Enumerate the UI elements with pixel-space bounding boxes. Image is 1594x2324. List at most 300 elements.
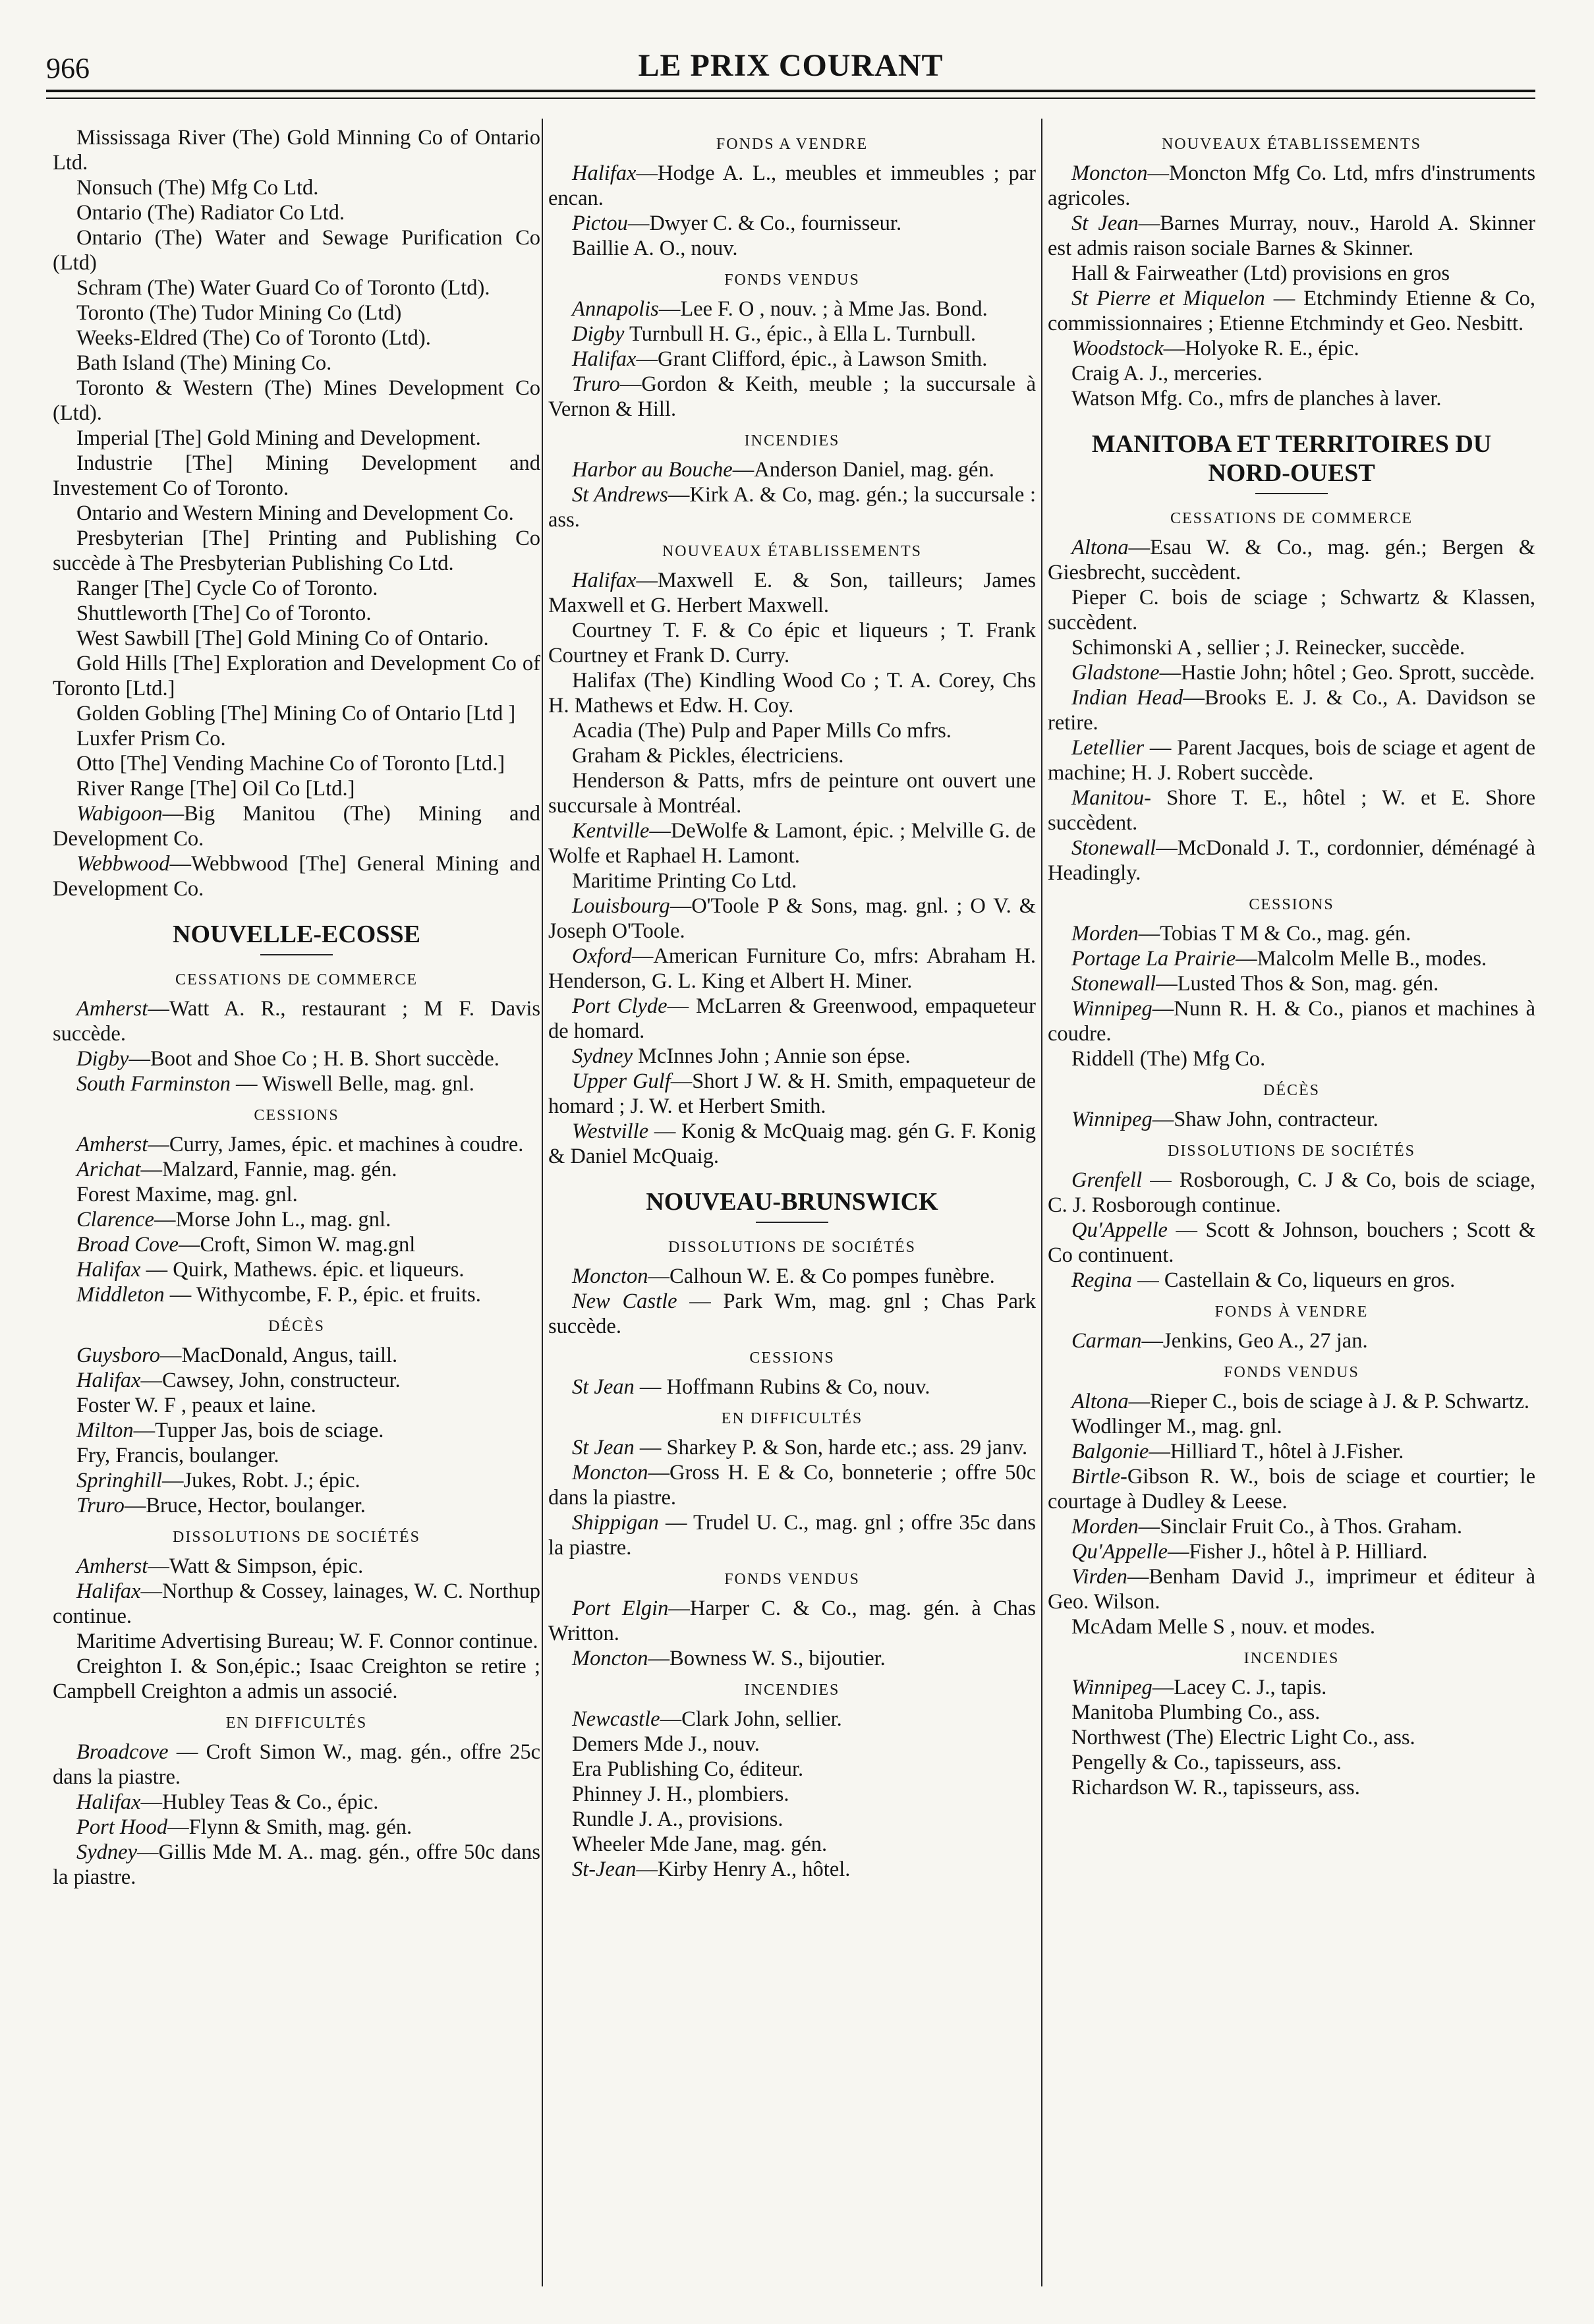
entry-text: —Cawsey, John, constructeur.: [140, 1369, 401, 1392]
entry-place: Clarence: [76, 1208, 154, 1232]
column-divider: [542, 119, 543, 2286]
entry: [1048, 1168, 1535, 1218]
entry-text: —Curry, James, épic. et machines à coudre.: [148, 1133, 524, 1156]
entry-text: —Malzard, Fannie, mag. gén.: [140, 1158, 397, 1181]
entry-text: —DeWolfe & Lamont, épic. ; Melville G. de Wolfe et Raphael H. Lamont.: [548, 819, 1036, 868]
entry-place: Halifax: [76, 1579, 141, 1603]
entry-place: Stonewall: [1071, 972, 1156, 996]
entry: [53, 1232, 540, 1257]
entry: [548, 1510, 1036, 1560]
entry: [53, 1815, 540, 1840]
entry-place: Amherst: [76, 1554, 148, 1578]
entry: Imperial [The] Gold Mining and Development.: [76, 426, 481, 450]
entry: [548, 1264, 1036, 1289]
entry-place: Moncton: [572, 1647, 648, 1670]
entry: [1048, 785, 1535, 836]
entry-text: —Gross H. E & Co, bonneterie ; offre 50c dans la piastre.: [548, 1461, 1036, 1510]
section-heading: FONDS À VENDRE: [1214, 1303, 1369, 1320]
entry: [1048, 660, 1535, 685]
entry: [53, 1207, 540, 1232]
entry-text: —Moncton Mfg Co. Ltd, mfrs d'instruments agricoles.: [1048, 161, 1535, 210]
entry-place: Moncton: [572, 1264, 648, 1288]
entry: [1048, 1389, 1535, 1414]
section-heading: FONDS A VENDRE: [716, 136, 868, 153]
entry: [1048, 971, 1535, 996]
entry: Pieper C. bois de sciage ; Schwartz & Klassen, succèdent.: [1048, 586, 1535, 635]
entry-place: Virden: [1071, 1565, 1127, 1589]
entry-place: St-Jean: [572, 1857, 637, 1881]
entry: [53, 1468, 540, 1493]
entry-place: Winnipeg: [1071, 1108, 1153, 1131]
column-2: [548, 125, 1036, 2293]
entry-place: Stonewall: [1071, 836, 1156, 860]
entry-text: — Park Wm, mag. gnl ; Chas Park succède.: [548, 1290, 1036, 1338]
entry: [53, 851, 540, 901]
entry-text: —Shaw John, contracteur.: [1152, 1108, 1379, 1131]
entry: [548, 322, 1036, 347]
entry-text: —Kirk A. & Co, mag. gén.; la succursale : ass.: [548, 483, 1036, 532]
entry-place: Halifax: [76, 1790, 141, 1814]
entry: [1048, 535, 1535, 585]
entry-place: St Andrews: [572, 483, 668, 507]
entry-place: Altona: [1071, 536, 1129, 559]
section-heading: INCENDIES: [744, 1682, 840, 1699]
entry: [1048, 1439, 1535, 1464]
entry: Maritime Printing Co Ltd.: [572, 869, 797, 893]
entry-text: —Lee F. O , nouv. ; à Mme Jas. Bond.: [658, 297, 988, 321]
entry: [548, 944, 1036, 994]
entry-place: Louisbourg: [572, 894, 670, 918]
entry-text: —Barnes Murray, nouv., Harold A. Skinner est admis raison sociale Barnes & Skinner.: [1048, 212, 1535, 260]
entry: [53, 1071, 540, 1096]
entry-place: Amherst: [76, 997, 148, 1021]
entry-text: — Withycombe, F. P., épic. et fruits.: [164, 1283, 481, 1307]
entry-text: —Rieper C., bois de sciage à J. & P. Schwartz.: [1128, 1390, 1530, 1413]
entry-place: Qu'Appelle: [1071, 1218, 1168, 1242]
section-heading: DISSOLUTIONS DE SOCIÉTÉS: [668, 1239, 916, 1256]
entry-place: South Farminston: [76, 1072, 231, 1096]
entry: [1048, 1328, 1535, 1353]
entry: [548, 211, 1036, 236]
entry-place: Broadcove: [76, 1740, 169, 1764]
entry: Ranger [The] Cycle Co of Toronto.: [76, 577, 378, 600]
entry: Phinney J. H., plombiers.: [572, 1782, 789, 1806]
entry-place: Oxford: [572, 944, 632, 968]
entry: [53, 1157, 540, 1182]
entry: [1048, 946, 1535, 971]
entry: [53, 1840, 540, 1890]
entry-text: —Malcolm Melle B., modes.: [1236, 947, 1487, 971]
section-heading: DISSOLUTIONS DE SOCIÉTÉS: [172, 1529, 420, 1546]
entry: Presbyterian [The] Printing and Publishing Co succède à The Presbyterian Publishing Co Ltd.: [53, 526, 540, 575]
entry: Industrie [The] Mining Development and Investement Co of Toronto.: [53, 451, 540, 500]
entry-text: —O'Toole P & Sons, mag. gnl. ; O V. & Joseph O'Toole.: [548, 894, 1036, 943]
entry-text: —Big Manitou (The) Mining and Development Co.: [53, 802, 540, 851]
page-header: [46, 46, 1535, 92]
entry-place: Qu'Appelle: [1071, 1540, 1168, 1564]
entry-place: Sydney: [76, 1840, 138, 1864]
entry: Schram (The) Water Guard Co of Toronto (Ltd).: [76, 276, 490, 300]
entry: Richardson W. R., tapisseurs, ass.: [1071, 1776, 1360, 1800]
entry: [548, 347, 1036, 372]
entry: Demers Mde J., nouv.: [572, 1732, 760, 1756]
entry-place: Morden: [1071, 922, 1139, 946]
entry: [548, 297, 1036, 322]
entry-place: Birtle: [1071, 1465, 1121, 1488]
entry: [548, 161, 1036, 211]
entry: [53, 1579, 540, 1629]
entry-text: - Shore T. E., hôtel ; W. et E. Shore succèdent.: [1048, 786, 1535, 835]
entry: [1048, 336, 1535, 361]
entry-place: Winnipeg: [1071, 997, 1153, 1021]
entry-text: — Quirk, Mathews. épic. et liqueurs.: [140, 1258, 465, 1282]
entry: [548, 1069, 1036, 1119]
entry-place: Halifax: [572, 161, 637, 185]
entry: [53, 801, 540, 851]
entry-place: Moncton: [572, 1461, 648, 1485]
entry: [548, 818, 1036, 868]
entry: Ontario (The) Radiator Co Ltd.: [76, 201, 345, 225]
entry: [548, 1646, 1036, 1671]
entry: Rundle J. A., provisions.: [572, 1807, 783, 1831]
entry: [548, 893, 1036, 944]
entry: [1048, 1675, 1535, 1700]
section-heading: FONDS VENDUS: [724, 271, 860, 289]
entry: [53, 1257, 540, 1282]
entry: River Range [The] Oil Co [Ltd.]: [76, 777, 355, 801]
entry-place: New Castle: [572, 1290, 677, 1313]
entry: [53, 1046, 540, 1071]
entry: [1048, 1107, 1535, 1132]
section-heading: CESSATIONS DE COMMERCE: [1170, 510, 1413, 527]
entry-text: —Clark John, sellier.: [660, 1707, 842, 1731]
entry: [1048, 1464, 1535, 1514]
entry: [548, 372, 1036, 422]
entry-place: Balgonie: [1071, 1440, 1149, 1463]
entry: Era Publishing Co, éditeur.: [572, 1757, 804, 1781]
entry-text: —MacDonald, Angus, taill.: [160, 1344, 398, 1367]
entry-place: Arichat: [76, 1158, 141, 1181]
entry-place: Truro: [572, 372, 620, 396]
entry-text: -Gibson R. W., bois de sciage et courtier; le courtage à Dudley & Leese.: [1048, 1465, 1535, 1514]
section-heading: DISSOLUTIONS DE SOCIÉTÉS: [1167, 1143, 1415, 1160]
entry-place: Upper Gulf: [572, 1069, 671, 1093]
entry: [53, 1343, 540, 1368]
entry: [548, 1596, 1036, 1646]
entry: Nonsuch (The) Mfg Co Ltd.: [76, 176, 319, 200]
entry-text: —American Furniture Co, mfrs: Abraham H. Henderson, G. L. King et Albert H. Miner.: [548, 944, 1036, 993]
entry-place: Halifax: [572, 347, 637, 371]
entry-place: Westville: [572, 1119, 649, 1143]
entry-text: McInnes John ; Annie son épse.: [633, 1044, 911, 1068]
entry: Luxfer Prism Co.: [76, 727, 226, 751]
entry: Ontario (The) Water and Sewage Purification Co (Ltd): [53, 226, 540, 275]
entry: Riddell (The) Mfg Co.: [1071, 1047, 1266, 1071]
entry-place: Regina: [1071, 1268, 1133, 1292]
entry: [548, 457, 1036, 482]
entry: Fry, Francis, boulanger.: [76, 1444, 279, 1467]
entry-text: —Morse John L., mag. gnl.: [154, 1208, 391, 1232]
entry-text: —Kirby Henry A., hôtel.: [636, 1857, 851, 1881]
entry: [548, 482, 1036, 532]
section-heading: CESSATIONS DE COMMERCE: [175, 971, 418, 988]
entry-text: —Watt & Simpson, épic.: [148, 1554, 364, 1578]
entry-place: Digby: [572, 322, 625, 346]
entry-place: Port Elgin: [572, 1597, 669, 1620]
entry: [548, 1460, 1036, 1510]
entry: Otto [The] Vending Machine Co of Toronto [Ltd.]: [76, 752, 505, 776]
section-heading: CESSIONS: [254, 1107, 339, 1124]
entry: [1048, 836, 1535, 886]
entry-place: Kentville: [572, 819, 650, 843]
entry-text: —Sinclair Fruit Co., à Thos. Graham.: [1138, 1515, 1463, 1539]
entry: [548, 568, 1036, 618]
entry: [53, 1790, 540, 1815]
entry-text: — Trudel U. C., mag. gnl ; offre 35c dans la piastre.: [548, 1511, 1036, 1560]
entry: Toronto & Western (The) Mines Development Co (Ltd).: [53, 376, 540, 425]
entry-text: —Benham David J., imprimeur et éditeur à Geo. Wilson.: [1048, 1565, 1535, 1614]
entry: Bath Island (The) Mining Co.: [76, 351, 332, 375]
entry: [1048, 1218, 1535, 1268]
entry: [548, 1707, 1036, 1732]
entry-text: —Hodge A. L., meubles et immeubles ; par encan.: [548, 161, 1036, 210]
entry: Watson Mfg. Co., mfrs de planches à laver.: [1071, 387, 1442, 411]
section-heading: DÉCÈS: [1263, 1082, 1320, 1099]
province-heading: MANITOBA ET TERRITOIRES DU NORD-OUEST: [1091, 430, 1492, 487]
province-heading: NOUVELLE-ECOSSE: [173, 921, 420, 948]
entry-place: Broad Cove: [76, 1233, 179, 1257]
entry-place: Port Clyde: [572, 994, 668, 1018]
section-heading: NOUVEAUX ÉTABLISSEMENTS: [1161, 136, 1422, 153]
entry-text: — Castellain & Co, liqueurs en gros.: [1132, 1268, 1456, 1292]
entry-text: —Holyoke R. E., épic.: [1163, 337, 1359, 360]
entry-place: Wabigoon: [76, 802, 163, 826]
entry-text: — Etchmindy Etienne & Co, commissionnaires ; Etienne Etchmindy et Geo. Nesbitt.: [1048, 287, 1535, 335]
entry-place: Truro: [76, 1494, 125, 1517]
section-heading: CESSIONS: [749, 1349, 835, 1367]
entry-text: —Brooks E. J. & Co., A. Davidson se retire.: [1048, 686, 1535, 735]
entry-place: Manitou: [1071, 786, 1145, 810]
entry-text: —Lusted Thos & Son, mag. gén.: [1156, 972, 1439, 996]
entry: [53, 1368, 540, 1393]
province-heading: NOUVEAU-BRUNSWICK: [646, 1188, 938, 1216]
entry-text: —Bowness W. S., bijoutier.: [648, 1647, 886, 1670]
entry: Baillie A. O., nouv.: [572, 237, 738, 260]
entry-text: — Sharkey P. & Son, harde etc.; ass. 29 janv.: [634, 1436, 1028, 1460]
entry: Acadia (The) Pulp and Paper Mills Co mfrs.: [572, 719, 952, 743]
entry: [1048, 1514, 1535, 1539]
entry: Henderson & Patts, mfrs de peinture ont ouvert une succursale à Montréal.: [548, 769, 1036, 818]
section-heading: EN DIFFICULTÉS: [721, 1410, 863, 1427]
entry-text: —Gillis Mde M. A.. mag. gén., offre 50c dans la piastre.: [53, 1840, 540, 1889]
header-rule-thin: [46, 98, 1535, 99]
entry-place: Winnipeg: [1071, 1676, 1153, 1699]
entry-place: Webbwood: [76, 852, 170, 876]
entry: [1048, 211, 1535, 261]
entry-text: —Tobias T M & Co., mag. gén.: [1138, 922, 1411, 946]
section-heading: NOUVEAUX ÉTABLISSEMENTS: [662, 543, 923, 560]
entry: [53, 1493, 540, 1518]
entry: [1048, 685, 1535, 735]
entry-text: —Flynn & Smith, mag. gén.: [167, 1815, 413, 1839]
entry: [53, 1418, 540, 1443]
entry: Weeks-Eldred (The) Co of Toronto (Ltd).: [76, 326, 431, 350]
section-heading: EN DIFFICULTÉS: [225, 1715, 368, 1732]
entry-place: Harbor au Bouche: [572, 458, 733, 482]
heading-rule: [1255, 493, 1328, 494]
entry-text: —Nunn R. H. & Co., pianos et machines à coudre.: [1048, 997, 1535, 1046]
entry: Northwest (The) Electric Light Co., ass.: [1071, 1726, 1415, 1749]
entry: [1048, 735, 1535, 785]
entry: Gold Hills [The] Exploration and Development Co of Toronto [Ltd.]: [53, 652, 540, 700]
entry: Courtney T. F. & Co épic et liqueurs ; T. Frank Courtney et Frank D. Curry.: [548, 619, 1036, 667]
entry: Foster W. F , peaux et laine.: [76, 1394, 316, 1417]
entry-text: — McLarren & Greenwood, empaqueteur de homard.: [548, 994, 1036, 1043]
entry-text: — Scott & Johnson, bouchers ; Scott & Co continuent.: [1048, 1218, 1535, 1267]
entry: [53, 1740, 540, 1790]
entry-text: —Hilliard T., hôtel à J.Fisher.: [1149, 1440, 1404, 1463]
entry-place: St Pierre et Miquelon: [1071, 287, 1265, 310]
entry-text: Turnbull H. G., épic., à Ella L. Turnbull.: [624, 322, 977, 346]
entry: Manitoba Plumbing Co., ass.: [1071, 1701, 1321, 1724]
entry: [53, 996, 540, 1046]
entry: McAdam Melle S , nouv. et modes.: [1071, 1615, 1375, 1639]
entry-text: — Konig & McQuaig mag. gén G. F. Konig & Daniel McQuaig.: [548, 1119, 1036, 1168]
entry-place: Annapolis: [572, 297, 659, 321]
entry: Craig A. J., merceries.: [1071, 362, 1263, 385]
entry-place: Pictou: [572, 212, 628, 235]
entry: [1048, 1268, 1535, 1293]
entry: [1048, 161, 1535, 211]
section-heading: CESSIONS: [1249, 896, 1334, 913]
entry-text: — Hoffmann Rubins & Co, nouv.: [634, 1375, 930, 1399]
entry-text: —Anderson Daniel, mag. gén.: [732, 458, 994, 482]
entry-text: —Tupper Jas, bois de sciage.: [133, 1419, 384, 1442]
entry-place: Halifax: [572, 569, 637, 592]
entry-text: —Hastie John; hôtel ; Geo. Sprott, succède.: [1159, 661, 1535, 685]
entry-text: —Fisher J., hôtel à P. Hilliard.: [1167, 1540, 1428, 1564]
entry: Creighton I. & Son,épic.; Isaac Creighton se retire ; Campbell Creighton a admis un associé.: [53, 1655, 540, 1703]
section-heading: FONDS VENDUS: [1224, 1364, 1359, 1381]
entry-text: —Webbwood [The] General Mining and Development Co.: [53, 852, 540, 901]
entry-place: Altona: [1071, 1390, 1129, 1413]
entry-text: —Jukes, Robt. J.; épic.: [162, 1469, 360, 1492]
entry-text: —Watt A. R., restaurant ; M F. Davis succède.: [53, 997, 540, 1046]
entry: Wheeler Mde Jane, mag. gén.: [572, 1832, 828, 1856]
section-heading: FONDS VENDUS: [724, 1571, 860, 1588]
entry-place: St Jean: [572, 1375, 635, 1399]
column-3: [1048, 125, 1535, 2293]
entry: [548, 1289, 1036, 1339]
entry-place: Newcastle: [572, 1707, 660, 1731]
entry-text: —Grant Clifford, épic., à Lawson Smith.: [636, 347, 988, 371]
entry-place: Letellier: [1071, 736, 1145, 760]
entry: West Sawbill [The] Gold Mining Co of Ontario.: [76, 627, 489, 650]
entry-place: Halifax: [76, 1258, 141, 1282]
entry: Halifax (The) Kindling Wood Co ; T. A. Corey, Chs H. Mathews et Edw. H. Coy.: [548, 669, 1036, 718]
entry-place: Moncton: [1071, 161, 1148, 185]
entry-text: —Croft, Simon W. mag.gnl: [178, 1233, 416, 1257]
entry: [1048, 996, 1535, 1046]
entry: [548, 994, 1036, 1044]
journal-title: LE PRIX COURANT: [638, 48, 944, 83]
entry: [1048, 286, 1535, 336]
entry: [548, 1857, 1036, 1882]
entry-place: Portage La Prairie: [1071, 947, 1236, 971]
entry-place: Amherst: [76, 1133, 148, 1156]
entry-text: —Harper C. & Co., mag. gén. à Chas Writton.: [548, 1597, 1036, 1645]
entry: [548, 1044, 1036, 1069]
heading-rule: [756, 1222, 828, 1223]
entry: [548, 1435, 1036, 1460]
entry-text: —Gordon & Keith, meuble ; la succursale à Vernon & Hill.: [548, 372, 1036, 421]
entry-text: —Bruce, Hector, boulanger.: [124, 1494, 366, 1517]
entry: Toronto (The) Tudor Mining Co (Ltd): [76, 301, 402, 325]
section-heading: DÉCÈS: [268, 1318, 325, 1335]
column-divider: [1041, 119, 1042, 2286]
section-heading: INCENDIES: [1243, 1650, 1340, 1667]
entry-text: —Short J W. & H. Smith, empaqueteur de homard ; J. W. et Herbert Smith.: [548, 1069, 1036, 1118]
entry: [53, 1282, 540, 1307]
entry-text: — Wiswell Belle, mag. gnl.: [230, 1072, 474, 1096]
entry-text: —Jenkins, Geo A., 27 jan.: [1141, 1329, 1368, 1353]
entry-text: —McDonald J. T., cordonnier, déménagé à Headingly.: [1048, 836, 1535, 885]
header-rule: [46, 90, 1535, 92]
entry: [53, 1132, 540, 1157]
entry-place: Morden: [1071, 1515, 1139, 1539]
entry: Mississaga River (The) Gold Minning Co of Ontario Ltd.: [53, 126, 540, 175]
entry-text: —Northup & Cossey, lainages, W. C. Northup continue.: [53, 1579, 540, 1628]
entry: [1048, 1539, 1535, 1564]
heading-rule: [260, 954, 333, 955]
entry: Ontario and Western Mining and Development Co.: [76, 501, 514, 525]
entry: Forest Maxime, mag. gnl.: [76, 1183, 298, 1206]
entry: [1048, 921, 1535, 946]
entry: Golden Gobling [The] Mining Co of Ontario [Ltd ]: [76, 702, 516, 725]
entry-place: Digby: [76, 1047, 129, 1071]
entry-text: — Rosborough, C. J & Co, bois de sciage, C. J. Rosborough continue.: [1048, 1168, 1535, 1217]
entry: Shuttleworth [The] Co of Toronto.: [76, 602, 372, 625]
entry-text: — Parent Jacques, bois de sciage et agent de machine; H. J. Robert succède.: [1048, 736, 1535, 785]
entry-place: Grenfell: [1071, 1168, 1143, 1192]
entry: [53, 1554, 540, 1579]
section-heading: INCENDIES: [744, 432, 840, 449]
entry: Graham & Pickles, électriciens.: [572, 744, 844, 768]
entry-text: —Maxwell E. & Son, tailleurs; James Maxwell et G. Herbert Maxwell.: [548, 569, 1036, 617]
entry-place: Halifax: [76, 1369, 141, 1392]
entry-place: Guysboro: [76, 1344, 160, 1367]
entry: Maritime Advertising Bureau; W. F. Connor continue.: [76, 1630, 538, 1653]
column-1: [53, 125, 540, 2293]
entry-text: —Calhoun W. E. & Co pompes funèbre.: [648, 1264, 995, 1288]
entry-place: Sydney: [572, 1044, 633, 1068]
entry-place: Indian Head: [1071, 686, 1183, 710]
entry-place: Milton: [76, 1419, 134, 1442]
entry-text: —Esau W. & Co., mag. gén.; Bergen & Giesbrecht, succèdent.: [1048, 536, 1535, 584]
entry-place: Port Hood: [76, 1815, 168, 1839]
entry-place: Springhill: [76, 1469, 163, 1492]
entry: [548, 1375, 1036, 1400]
entry-text: —Hubley Teas & Co., épic.: [140, 1790, 379, 1814]
entry: Schimonski A , sellier ; J. Reinecker, succède.: [1071, 636, 1466, 660]
page-number: 966: [46, 52, 90, 84]
entry-place: Carman: [1071, 1329, 1142, 1353]
entry-place: Gladstone: [1071, 661, 1160, 685]
entry-place: St Jean: [572, 1436, 635, 1460]
entry-text: —Dwyer C. & Co., fournisseur.: [627, 212, 902, 235]
entry-text: —Lacey C. J., tapis.: [1152, 1676, 1327, 1699]
entry-place: Shippigan: [572, 1511, 659, 1535]
